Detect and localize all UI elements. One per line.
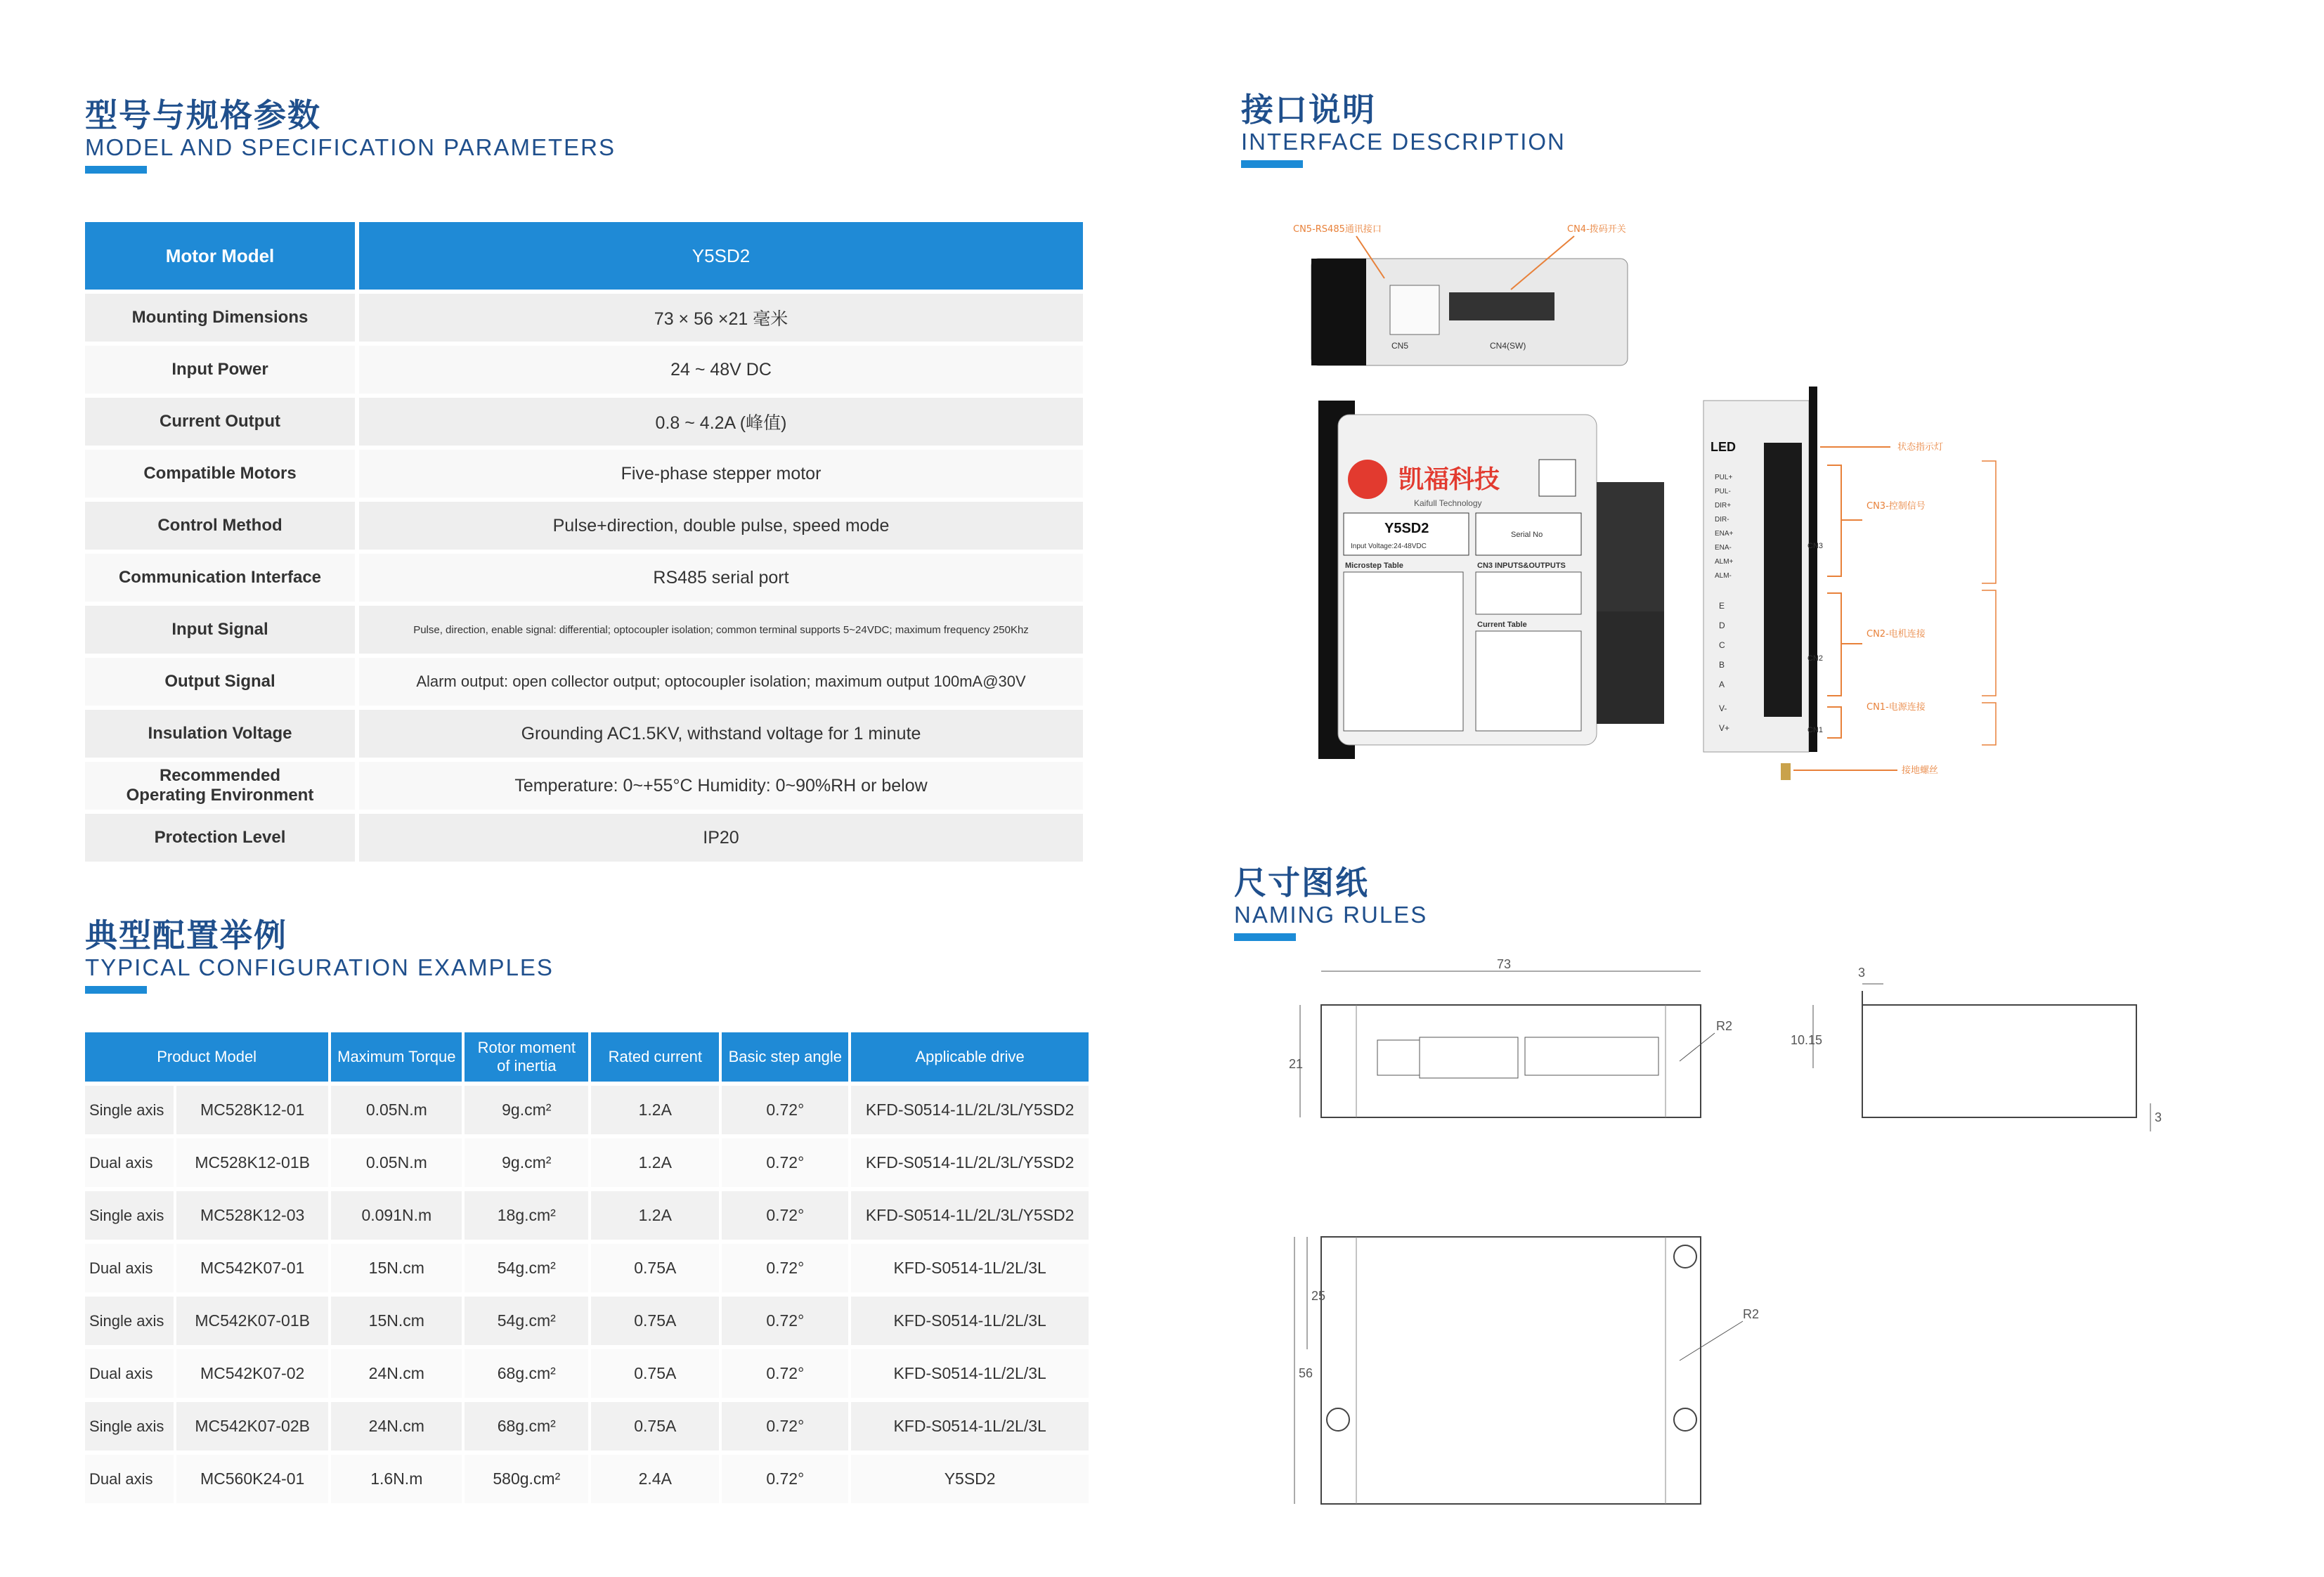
callout-label: CN2-电机连接 (1867, 629, 1926, 640)
pin-label: A (1719, 680, 1725, 689)
config-drive: KFD-S0514-1L/2L/3L/Y5SD2 (851, 1138, 1089, 1187)
spec-value: 0.8 ~ 4.2A (峰值) (359, 398, 1083, 446)
dimension-value: 56 (1299, 1366, 1313, 1380)
spec-row (85, 502, 1083, 550)
config-axis: Single axis (85, 1297, 174, 1345)
callout-label: CN4-拨码开关 (1567, 224, 1626, 235)
spec-label: Current Output (85, 398, 359, 446)
spec-header-row (85, 222, 1083, 290)
current-table-label: Current Table (1477, 621, 1527, 629)
config-torque: 0.091N.m (331, 1191, 462, 1240)
driver-front-view (1318, 401, 1664, 759)
config-angle: 0.72° (722, 1402, 848, 1451)
config-axis: Single axis (85, 1402, 174, 1451)
spec-row (85, 554, 1083, 602)
config-header: Basic step angle (722, 1032, 848, 1082)
config-torque: 24N.cm (331, 1349, 462, 1398)
spec-row (85, 710, 1083, 758)
spec-label: Input Power (85, 346, 359, 394)
config-header: Applicable drive (851, 1032, 1089, 1082)
spec-label: Insulation Voltage (85, 710, 359, 758)
spec-title-en: MODEL AND SPECIFICATION PARAMETERS (85, 134, 616, 160)
spec-title-cn: 型号与规格参数 (85, 96, 321, 134)
config-current: 1.2A (591, 1138, 719, 1187)
config-header: Product Model (85, 1032, 328, 1082)
driver-interface-picture (1265, 211, 2066, 801)
spec-value: 24 ~ 48V DC (359, 346, 1083, 394)
pin-label: DIR+ (1715, 502, 1732, 510)
callout-label: 接地螺丝 (1902, 765, 1939, 776)
config-torque: 15N.cm (331, 1244, 462, 1292)
config-current: 0.75A (591, 1297, 719, 1345)
pin-label: B (1719, 660, 1725, 670)
config-model: MC542K07-02B (176, 1402, 328, 1451)
pin-label: V+ (1719, 723, 1730, 733)
config-drive: KFD-S0514-1L/2L/3L (851, 1349, 1089, 1398)
spec-row (85, 346, 1083, 394)
dimension-value: 3 (1858, 966, 1866, 980)
interface-title-cn: 接口说明 (1241, 91, 1376, 129)
spec-section-header (85, 97, 616, 174)
spec-label: Mounting Dimensions (85, 294, 359, 342)
spec-label: Compatible Motors (85, 450, 359, 498)
config-model: MC542K07-01B (176, 1297, 328, 1345)
spec-table (85, 218, 1083, 866)
config-current: 2.4A (591, 1455, 719, 1503)
spec-value: Pulse, direction, enable signal: differential; optocoupler isolation; common terminal supports 5~24VDC; maximum frequency 250Khz (359, 606, 1083, 654)
spec-label: Control Method (85, 502, 359, 550)
config-torque: 24N.cm (331, 1402, 462, 1451)
config-axis: Single axis (85, 1086, 174, 1134)
spec-row (85, 450, 1083, 498)
config-drive: KFD-S0514-1L/2L/3L/Y5SD2 (851, 1191, 1089, 1240)
pin-label: C (1719, 640, 1725, 650)
pin-label: PUL- (1715, 488, 1731, 495)
config-title-en: TYPICAL CONFIGURATION EXAMPLES (85, 954, 554, 980)
config-inertia: 18g.cm² (465, 1191, 588, 1240)
interface-title-underline (1241, 160, 1303, 168)
config-title-cn: 典型配置举例 (85, 916, 287, 954)
dimension-title-cn: 尺寸图纸 (1234, 864, 1369, 902)
config-angle: 0.72° (722, 1455, 848, 1503)
config-angle: 0.72° (722, 1086, 848, 1134)
config-axis: Single axis (85, 1191, 174, 1240)
config-axis: Dual axis (85, 1244, 174, 1292)
config-title-underline (85, 986, 147, 994)
dimension-title-underline (1234, 933, 1296, 941)
config-table (82, 1028, 1091, 1507)
interface-title-en: INTERFACE DESCRIPTION (1241, 129, 1566, 155)
logo-icon (1348, 460, 1387, 499)
spec-header-value: Y5SD2 (359, 222, 1083, 290)
dimension-drawing-side (1286, 956, 1750, 1138)
pin-label: V- (1719, 703, 1727, 713)
spec-label-line: Operating Environment (126, 786, 314, 805)
spec-row (85, 814, 1083, 862)
spec-header-label: Motor Model (85, 222, 359, 290)
config-torque: 1.6N.m (331, 1455, 462, 1503)
config-axis: Dual axis (85, 1138, 174, 1187)
spec-label: Communication Interface (85, 554, 359, 602)
spec-value: Grounding AC1.5KV, withstand voltage for 1 minute (359, 710, 1083, 758)
config-torque: 0.05N.m (331, 1086, 462, 1134)
spec-row (85, 658, 1083, 706)
config-drive: KFD-S0514-1L/2L/3L (851, 1402, 1089, 1451)
driver-top-view (1293, 223, 1628, 365)
spec-label (85, 762, 359, 810)
spec-row (85, 762, 1083, 810)
config-model: MC528K12-03 (176, 1191, 328, 1240)
interface-section-header (1241, 91, 1566, 168)
config-model: MC528K12-01B (176, 1138, 328, 1187)
dimension-value: 73 (1497, 957, 1512, 971)
spec-value: 73 × 56 ×21 毫米 (359, 294, 1083, 342)
spec-row (85, 294, 1083, 342)
pin-label: DIR- (1715, 516, 1729, 524)
mounting-screw-icon (1674, 1408, 1696, 1431)
pin-label: ENA+ (1715, 530, 1734, 538)
dimension-drawing-end (1785, 956, 2179, 1138)
config-row (85, 1349, 1089, 1398)
spec-row (85, 398, 1083, 446)
top-connector-label: CN5 (1391, 341, 1409, 351)
config-drive: KFD-S0514-1L/2L/3L (851, 1244, 1089, 1292)
connector-label: CN2 (1807, 654, 1824, 663)
config-inertia: 54g.cm² (465, 1244, 588, 1292)
config-row (85, 1086, 1089, 1134)
spec-label-line: Recommended (159, 766, 281, 785)
config-current: 0.75A (591, 1349, 719, 1398)
dimension-value: R2 (1716, 1019, 1733, 1033)
spec-value: Temperature: 0~+55°C Humidity: 0~90%RH or below (359, 762, 1083, 810)
callout-label: CN3-控制信号 (1867, 501, 1926, 512)
config-row (85, 1402, 1089, 1451)
dimension-value: 3 (2155, 1110, 2162, 1124)
config-row (85, 1191, 1089, 1240)
dimension-section-header (1234, 864, 1427, 941)
brand-name-en: Kaifull Technology (1414, 498, 1482, 508)
pin-label: ALM- (1715, 572, 1732, 580)
config-angle: 0.72° (722, 1349, 848, 1398)
config-current: 0.75A (591, 1402, 719, 1451)
config-row (85, 1455, 1089, 1503)
config-model: MC560K24-01 (176, 1455, 328, 1503)
pin-label: PUL+ (1715, 474, 1733, 481)
spec-label: Input Signal (85, 606, 359, 654)
spec-value: RS485 serial port (359, 554, 1083, 602)
spec-title-underline (85, 166, 147, 174)
dimension-drawing-front (1286, 1223, 1778, 1532)
spec-value: Five-phase stepper motor (359, 450, 1083, 498)
spec-value: IP20 (359, 814, 1083, 862)
config-model: MC542K07-02 (176, 1349, 328, 1398)
config-model: MC528K12-01 (176, 1086, 328, 1134)
config-inertia: 9g.cm² (465, 1086, 588, 1134)
dimension-value: 25 (1311, 1289, 1326, 1303)
config-current: 0.75A (591, 1244, 719, 1292)
config-row (85, 1244, 1089, 1292)
config-header: Rated current (591, 1032, 719, 1082)
config-drive: Y5SD2 (851, 1455, 1089, 1503)
config-axis: Dual axis (85, 1455, 174, 1503)
config-torque: 15N.cm (331, 1297, 462, 1345)
config-angle: 0.72° (722, 1191, 848, 1240)
config-current: 1.2A (591, 1191, 719, 1240)
config-torque: 0.05N.m (331, 1138, 462, 1187)
config-header (465, 1032, 588, 1082)
config-inertia: 54g.cm² (465, 1297, 588, 1345)
mounting-screw-icon (1674, 1245, 1696, 1268)
dimension-title-en: NAMING RULES (1234, 902, 1428, 928)
spec-value: Alarm output: open collector output; optocoupler isolation; maximum output 100mA@30V (359, 658, 1083, 706)
dimension-value: R2 (1743, 1307, 1760, 1321)
spec-value: Pulse+direction, double pulse, speed mode (359, 502, 1083, 550)
config-section-header (85, 917, 554, 994)
microstep-table-label: Microstep Table (1345, 562, 1403, 570)
pin-label: E (1719, 601, 1725, 611)
config-header-line: Rotor moment (477, 1039, 576, 1056)
mounting-screw-icon (1327, 1408, 1349, 1431)
spec-label: Output Signal (85, 658, 359, 706)
config-header: Maximum Torque (331, 1032, 462, 1082)
qr-code-icon (1539, 460, 1576, 496)
spec-label: Protection Level (85, 814, 359, 862)
connector-label: CN1 (1807, 726, 1824, 734)
pin-label: ALM+ (1715, 558, 1734, 566)
driver-side-view (1703, 387, 1996, 780)
serial-no-label: Serial No (1511, 531, 1543, 539)
config-axis: Dual axis (85, 1349, 174, 1398)
callout-label: CN1-电源连接 (1867, 702, 1926, 713)
config-inertia: 9g.cm² (465, 1138, 588, 1187)
config-drive: KFD-S0514-1L/2L/3L/Y5SD2 (851, 1086, 1089, 1134)
top-connector-label: CN4(SW) (1490, 341, 1526, 351)
brand-name-cn: 凯福科技 (1398, 465, 1500, 494)
driver-model-label: Y5SD2 (1384, 521, 1429, 536)
input-voltage-label: Input Voltage:24-48VDC (1351, 543, 1427, 550)
io-table-label: CN3 INPUTS&OUTPUTS (1477, 562, 1566, 570)
callout-label: 状态指示灯 (1897, 442, 1944, 453)
dimension-value: 21 (1289, 1057, 1304, 1071)
config-model: MC542K07-01 (176, 1244, 328, 1292)
config-angle: 0.72° (722, 1138, 848, 1187)
spec-row (85, 606, 1083, 654)
config-inertia: 68g.cm² (465, 1349, 588, 1398)
pin-label: ENA- (1715, 544, 1732, 552)
config-inertia: 68g.cm² (465, 1402, 588, 1451)
config-current: 1.2A (591, 1086, 719, 1134)
callout-label: CN5-RS485通讯接口 (1293, 224, 1382, 235)
config-drive: KFD-S0514-1L/2L/3L (851, 1297, 1089, 1345)
config-row (85, 1297, 1089, 1345)
led-label: LED (1710, 440, 1736, 454)
dimension-value: 10.15 (1791, 1033, 1823, 1047)
config-header-line: of inertia (497, 1057, 557, 1075)
config-angle: 0.72° (722, 1297, 848, 1345)
connector-label: CN3 (1807, 542, 1824, 550)
config-inertia: 580g.cm² (465, 1455, 588, 1503)
config-angle: 0.72° (722, 1244, 848, 1292)
config-row (85, 1138, 1089, 1187)
pin-label: D (1719, 621, 1725, 630)
config-header-row (85, 1032, 1089, 1082)
